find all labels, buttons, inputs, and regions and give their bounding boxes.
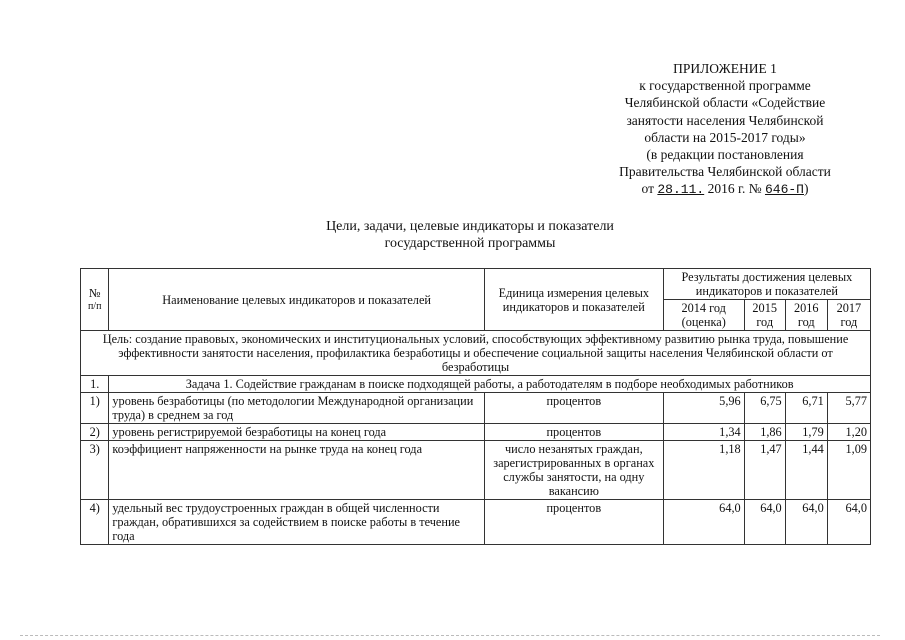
row-unit: число незанятых граждан, зарегистрированных в органах службы занятости, на одну вакансию: [484, 441, 663, 500]
goal-text: Цель: создание правовых, экономических и институциональных условий, способствующих эффективному развитию рынка труда, повышение эффективности занятости населения, профилактика безработицы и обеспечение социальной защиты населения Челябинской области от безработицы: [81, 331, 871, 376]
row-num: 2): [81, 424, 109, 441]
row-unit: процентов: [484, 393, 663, 424]
header-num: № п/п: [81, 269, 109, 331]
table-row: [81, 393, 871, 424]
row-value-2016: 64,0: [785, 500, 827, 545]
appendix-line: занятости населения Челябинской: [626, 112, 824, 128]
row-value-2016: 1,44: [785, 441, 827, 500]
date-prefix: от: [641, 181, 654, 197]
row-name: коэффициент напряженности на рынке труда на конец года: [109, 441, 485, 500]
row-value-2017: 64,0: [827, 500, 870, 545]
header-year: 2015 год: [744, 300, 785, 331]
appendix-date-line: [600, 180, 850, 198]
resolution-date: 28.11.: [657, 182, 705, 198]
row-value-2017: 5,77: [827, 393, 870, 424]
table-row: [81, 424, 871, 441]
row-value-2014: 5,96: [663, 393, 744, 424]
row-value-2017: 1,20: [827, 424, 870, 441]
table-header-row: [81, 269, 871, 300]
appendix-line: области на 2015-2017 годы»: [644, 129, 806, 145]
closing-paren: ): [803, 181, 809, 197]
appendix-title: ПРИЛОЖЕНИЕ 1: [673, 61, 777, 76]
appendix-line: к государственной программе: [639, 78, 811, 94]
header-name: Наименование целевых индикаторов и показателей: [109, 269, 485, 331]
header-year: 2016 год: [785, 300, 827, 331]
row-unit: процентов: [484, 424, 663, 441]
header-unit: Единица измерения целевых индикаторов и показателей: [484, 269, 663, 331]
heading-line-2: государственной программы: [384, 236, 556, 251]
appendix-line: (в редакции постановления: [646, 147, 804, 163]
row-num: 1): [81, 393, 109, 424]
task-row: [81, 376, 871, 393]
document-heading: [250, 218, 690, 252]
heading-line-1: Цели, задачи, целевые индикаторы и показатели: [326, 219, 614, 234]
row-value-2015: 6,75: [744, 393, 785, 424]
task-text: Задача 1. Содействие гражданам в поиске подходящей работы, а работодателям в подборе необходимых работников: [109, 376, 871, 393]
row-num: 3): [81, 441, 109, 500]
row-value-2016: 6,71: [785, 393, 827, 424]
appendix-line: Правительства Челябинской области: [619, 164, 831, 180]
row-value-2015: 1,47: [744, 441, 785, 500]
appendix-line: Челябинской области «Содействие: [624, 95, 826, 111]
row-name: уровень безработицы (по методологии Международной организации труда) в среднем за год: [109, 393, 485, 424]
row-name: уровень регистрируемой безработицы на конец года: [109, 424, 485, 441]
table-row: [81, 441, 871, 500]
resolution-number: 646-П: [764, 182, 804, 198]
row-value-2014: 64,0: [663, 500, 744, 545]
row-value-2016: 1,79: [785, 424, 827, 441]
row-value-2017: 1,09: [827, 441, 870, 500]
goal-row: [81, 331, 871, 376]
row-value-2015: 64,0: [744, 500, 785, 545]
header-year: 2014 год (оценка): [663, 300, 744, 331]
header-results: Результаты достижения целевых индикаторов и показателей: [663, 269, 870, 300]
scan-edge-divider: [20, 635, 880, 636]
header-year: 2017 год: [827, 300, 870, 331]
appendix-block: [600, 60, 850, 199]
header-num-sub: п/п: [87, 300, 102, 312]
task-num: 1.: [81, 376, 109, 393]
row-value-2014: 1,18: [663, 441, 744, 500]
year-part: 2016 г. №: [707, 181, 762, 197]
row-value-2015: 1,86: [744, 424, 785, 441]
indicators-table: [80, 268, 871, 545]
table-row: [81, 500, 871, 545]
row-num: 4): [81, 500, 109, 545]
row-value-2014: 1,34: [663, 424, 744, 441]
row-name: удельный вес трудоустроенных граждан в общей численности граждан, обратившихся за содействием в поиске работы в течение года: [109, 500, 485, 545]
row-unit: процентов: [484, 500, 663, 545]
